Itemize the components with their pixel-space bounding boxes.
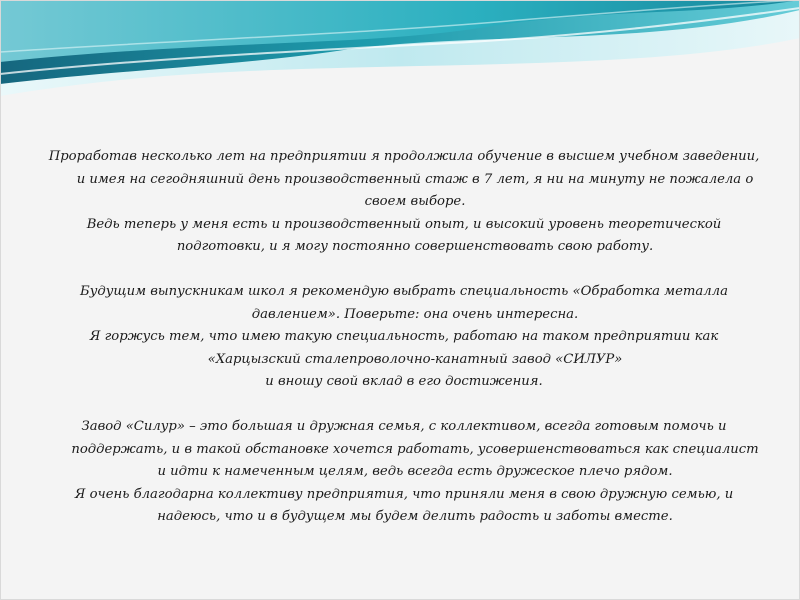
paragraph-7: Я очень благодарна коллективу предприятия, что приняли меня в свою дружную семью, и надеюсь, что и в будущем мы будем делить радость и заботы вместе. <box>74 486 734 524</box>
paragraph-4: Я горжусь тем, что имею такую специальность, работаю на таком предприятии как «Харцызский сталепроволочно-канатный завод «СИЛУР» <box>89 329 719 367</box>
paragraph-3: Будущим выпускникам школ я рекомендую выбрать специальность «Обработка металла давлением». Поверьте: она очень интересна. <box>80 284 728 322</box>
paragraph-5: и вношу свой вклад в его достижения. <box>265 374 543 389</box>
paragraph-2: Ведь теперь у меня есть и производственный опыт, и высокий уровень теоретической подготовки, и я могу постоянно совершенствовать свою работу. <box>86 216 722 254</box>
paragraph-6: Завод «Силур» – это большая и дружная семья, с коллективом, всегда готовым помочь и поддержать, и в такой обстановке хочется работать, усовершенствоваться как специалист и идти к намеченным целям, ведь всегда есть дружеское плечо рядом. <box>71 419 759 479</box>
paragraph-1: Проработав несколько лет на предприятии я продолжила обучение в высшем учебном заведении, и имея на сегодняшний день производственный стаж в 7 лет, я ни на минуту не пожалела о своем выборе. <box>48 149 760 209</box>
